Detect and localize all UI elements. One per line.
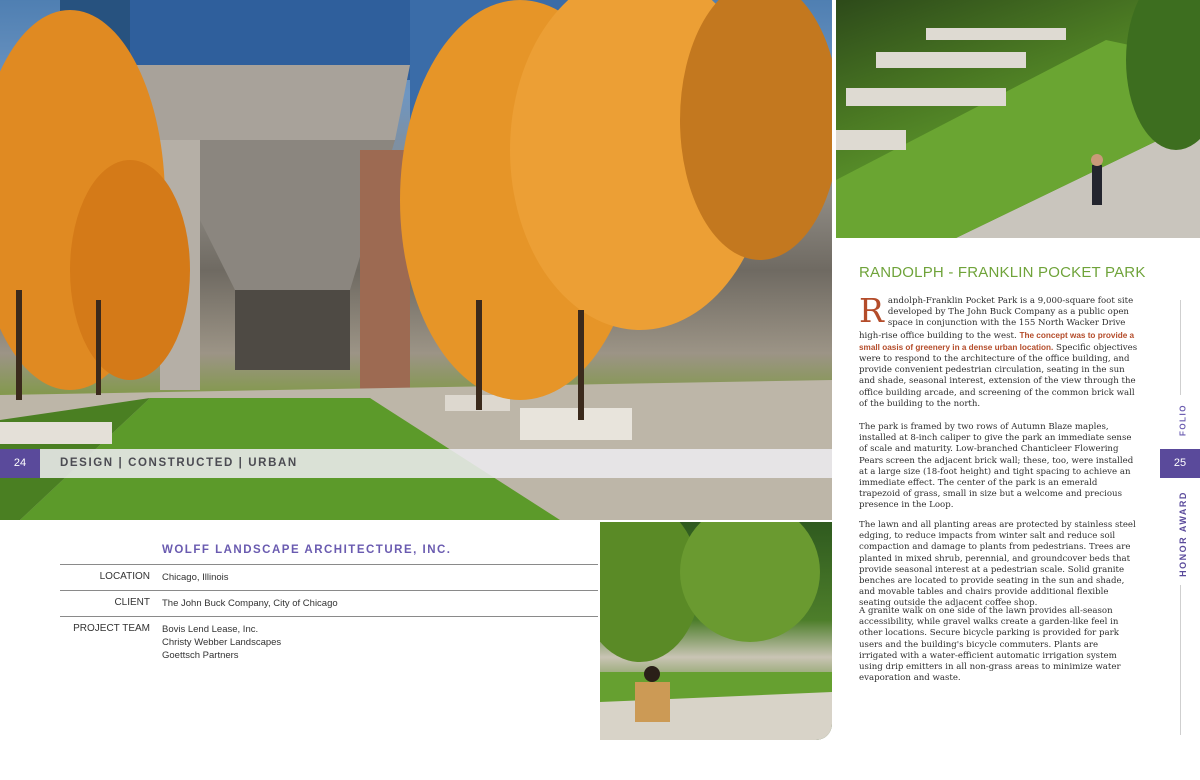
page-number-left: 24 (0, 449, 40, 478)
location-value: Chicago, Illinois (162, 572, 229, 583)
table-rule (60, 564, 598, 565)
drop-cap: R (859, 291, 884, 330)
folio-label: FOLIO (1178, 404, 1188, 436)
category-label: DESIGN | CONSTRUCTED | URBAN (60, 457, 298, 469)
edge-rule (1180, 585, 1181, 735)
highlight-quote: The concept was to provide a small oasis of greenery in a dense urban location. (859, 330, 1135, 352)
client-label: CLIENT (114, 597, 150, 608)
table-rule (60, 590, 598, 591)
article-paragraph: The lawn and all planting areas are protected by stainless steel edging, to reduce impacts from winter salt and reduce soil compaction and damage to plants from pedestrians. Trees are planted in mixed shrub, perennial, and groundcover beds that provide seasonal interest at a pedestrian scale. Solid granite benches are located to provide seating in the sun and shade, and movable tables and chairs provide additional flexible seating outside the adjacent coffee shop. (859, 520, 1136, 609)
table-rule (60, 616, 598, 617)
client-value: The John Buck Company, City of Chicago (162, 598, 338, 609)
page-number-right: 25 (1160, 449, 1200, 478)
project-team-value: Bovis Lend Lease, Inc. Christy Webber Landscapes Goettsch Partners (162, 624, 282, 661)
article-paragraph: A granite walk on one side of the lawn provides all-season accessibility, while gravel walks create a garden-like feel in other locations. Secure bicycle parking is provided for park users and the building's bicycle commuters. Plants are irrigated with a water-efficient automatic irrigation system using drip emitters in all non-grass areas to minimize water evaporation and waste. (859, 606, 1121, 684)
project-team-label: PROJECT TEAM (73, 623, 150, 634)
firm-name: WOLFF LANDSCAPE ARCHITECTURE, INC. (162, 544, 452, 556)
honor-award-label: HONOR AWARD (1178, 491, 1188, 577)
edge-rule (1180, 300, 1181, 395)
article-title: RANDOLPH - FRANKLIN POCKET PARK (859, 264, 1146, 281)
article-paragraph: Randolph-Franklin Pocket Park is a 9,000-square foot site developed by The John Buck Company as a public open space in conjunction with the 155 North Wacker Drive high-rise office building to the west. The concept was to provide a small oasis of greenery in a dense urban location. Specific objectives were to respond to the architecture of the office building, and provide convenient pedestrian circulation, seating in the sun and shade, seasonal interest, extension of the view through the office building arcade, and screening of the common brick wall of the building to the north. (859, 291, 1138, 409)
article-paragraph: The park is framed by two rows of Autumn Blaze maples, installed at 8-inch caliper to give the park an immediate sense of scale and maturity. Low-branched Chanticleer Flowering Pears screen the adjacent brick wall; these, too, were installed at a large size (18-foot height) and tight spacing to achieve an immediate effect. The center of the park is an emerald trapezoid of grass, small in size but a welcome and precious presence in the Loop. (859, 422, 1134, 511)
lawn-walkway-photo (836, 0, 1200, 238)
location-label: LOCATION (99, 571, 150, 582)
main-park-photo (0, 0, 832, 520)
bench-reading-photo (600, 522, 832, 740)
